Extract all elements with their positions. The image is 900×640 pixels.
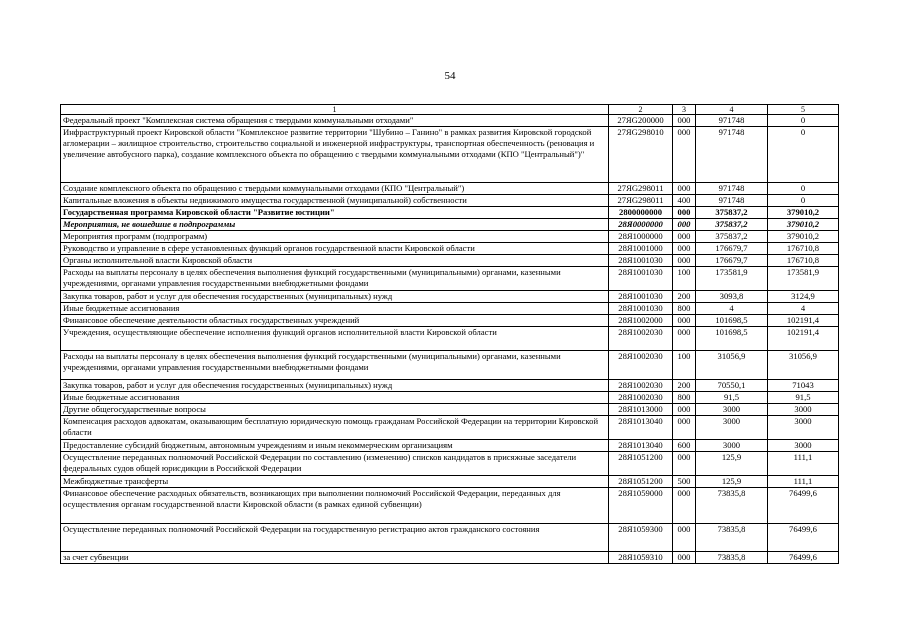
- cell-type: 000: [673, 404, 696, 416]
- cell-value-2: 0: [768, 127, 839, 183]
- cell-value-2: 379010,2: [768, 231, 839, 243]
- cell-code: 28Я1001000: [609, 243, 673, 255]
- cell-type: 000: [673, 127, 696, 183]
- cell-value-2: 176710,8: [768, 243, 839, 255]
- table-row: [61, 231, 839, 243]
- cell-name: Федеральный проект "Комплексная система обращения с твердыми коммунальными отходами": [61, 115, 609, 127]
- cell-code: 28Я1002030: [609, 327, 673, 351]
- cell-code: 28Я1051200: [609, 452, 673, 476]
- cell-name: Инфраструктурный проект Кировской области "Комплексное развитие территории "Шубино – Ганино" в рамках развития Кировской городской агломерации – жилищное строительство, строительство социальной и инженерной инфраструктуры, транспортная обеспеченность (реновация и увеличение автобусного парка), создание комплексного объекта по обращению с твердыми коммунальными отходами (КПО "Центральный")": [61, 127, 609, 183]
- cell-value-1: 173581,9: [696, 267, 768, 291]
- cell-type: 000: [673, 255, 696, 267]
- cell-type: 000: [673, 115, 696, 127]
- cell-name: Капитальные вложения в объекты недвижимого имущества государственной (муниципальной) собственности: [61, 195, 609, 207]
- cell-code: 28Я1001030: [609, 255, 673, 267]
- table-row: [61, 315, 839, 327]
- cell-type: 100: [673, 267, 696, 291]
- cell-value-2: 3000: [768, 416, 839, 440]
- table-row: [61, 476, 839, 488]
- cell-name: Осуществление переданных полномочий Российской Федерации по составлению (изменению) списков кандидатов в присяжные заседатели федеральных судов общей юрисдикции в Российской Федерации: [61, 452, 609, 476]
- cell-name: за счет субвенции: [61, 552, 609, 564]
- column-header-value-2: 5: [768, 105, 839, 115]
- cell-name: Компенсация расходов адвокатам, оказывающим бесплатную юридическую помощь гражданам Российской Федерации на территории Кировской области: [61, 416, 609, 440]
- cell-type: 000: [673, 231, 696, 243]
- cell-type: 000: [673, 243, 696, 255]
- cell-type: 000: [673, 207, 696, 219]
- cell-name: Мероприятия, не вошедшие в подпрограммы: [61, 219, 609, 231]
- cell-value-1: 971748: [696, 127, 768, 183]
- cell-value-2: 102191,4: [768, 327, 839, 351]
- cell-code: 28Я1001030: [609, 291, 673, 303]
- cell-value-1: 3000: [696, 404, 768, 416]
- cell-value-2: 0: [768, 183, 839, 195]
- cell-value-1: 31056,9: [696, 351, 768, 380]
- table-row: [61, 524, 839, 552]
- cell-value-2: 3000: [768, 404, 839, 416]
- cell-value-2: 0: [768, 195, 839, 207]
- cell-name: Межбюджетные трансферты: [61, 476, 609, 488]
- table-row: [61, 127, 839, 183]
- cell-value-2: 111,1: [768, 452, 839, 476]
- cell-value-2: 71043: [768, 380, 839, 392]
- cell-value-1: 375837,2: [696, 207, 768, 219]
- table-row: [61, 488, 839, 524]
- cell-name: Мероприятия программ (подпрограмм): [61, 231, 609, 243]
- table-row: [61, 416, 839, 440]
- cell-value-1: 3000: [696, 416, 768, 440]
- cell-code: 28Я1002000: [609, 315, 673, 327]
- cell-code: 28Я1002030: [609, 392, 673, 404]
- cell-name: Иные бюджетные ассигнования: [61, 303, 609, 315]
- cell-value-2: 102191,4: [768, 315, 839, 327]
- cell-code: 28Я1051200: [609, 476, 673, 488]
- table-row: [61, 267, 839, 291]
- cell-type: 200: [673, 291, 696, 303]
- cell-type: 000: [673, 183, 696, 195]
- cell-name: Иные бюджетные ассигнования: [61, 392, 609, 404]
- cell-value-1: 971748: [696, 183, 768, 195]
- table-row: [61, 207, 839, 219]
- cell-value-1: 101698,5: [696, 327, 768, 351]
- cell-value-1: 101698,5: [696, 315, 768, 327]
- cell-name: Расходы на выплаты персоналу в целях обеспечения выполнения функций государственными (муниципальными) органами, казенными учреждениями, органами управления государственными внебюджетными фондами: [61, 267, 609, 291]
- cell-name: Органы исполнительной власти Кировской области: [61, 255, 609, 267]
- table-row: [61, 255, 839, 267]
- table-row: [61, 380, 839, 392]
- cell-value-1: 375837,2: [696, 231, 768, 243]
- table-row: [61, 404, 839, 416]
- cell-value-2: 31056,9: [768, 351, 839, 380]
- cell-name: Закупка товаров, работ и услуг для обеспечения государственных (муниципальных) нужд: [61, 380, 609, 392]
- cell-name: Другие общегосударственные вопросы: [61, 404, 609, 416]
- cell-value-1: 971748: [696, 115, 768, 127]
- cell-value-1: 91,5: [696, 392, 768, 404]
- column-header-code: 2: [609, 105, 673, 115]
- table-row: [61, 392, 839, 404]
- cell-value-2: 379010,2: [768, 207, 839, 219]
- cell-code: 28Я1013040: [609, 416, 673, 440]
- cell-value-1: 3000: [696, 440, 768, 452]
- cell-value-1: 125,9: [696, 476, 768, 488]
- cell-value-2: 76499,6: [768, 552, 839, 564]
- cell-value-1: 70550,1: [696, 380, 768, 392]
- cell-type: 000: [673, 524, 696, 552]
- budget-table: [60, 104, 839, 564]
- cell-name: Расходы на выплаты персоналу в целях обеспечения выполнения функций государственными (муниципальными) органами, казенными учреждениями, органами управления государственными внебюджетными фондами: [61, 351, 609, 380]
- cell-code: 27ЯG298011: [609, 195, 673, 207]
- cell-code: 28Я1059300: [609, 524, 673, 552]
- cell-code: 28Я1001030: [609, 303, 673, 315]
- table-row: [61, 351, 839, 380]
- cell-value-1: 971748: [696, 195, 768, 207]
- cell-code: 27ЯG298011: [609, 183, 673, 195]
- cell-type: 000: [673, 416, 696, 440]
- column-header-value-1: 4: [696, 105, 768, 115]
- cell-value-1: 73835,8: [696, 488, 768, 524]
- cell-name: Финансовое обеспечение расходных обязательств, возникающих при выполнении полномочий Российской Федерации, переданных для осуществления органам государственной власти Кировской области (в рамках единой субвенции): [61, 488, 609, 524]
- cell-name: Осуществление переданных полномочий Российской Федерации на государственную регистрацию актов гражданского состояния: [61, 524, 609, 552]
- cell-code: 28Я0000000: [609, 219, 673, 231]
- table-header-row: [61, 105, 839, 115]
- cell-code: 2800000000: [609, 207, 673, 219]
- table-row: [61, 327, 839, 351]
- cell-value-1: 176679,7: [696, 243, 768, 255]
- cell-code: 28Я1059000: [609, 488, 673, 524]
- cell-code: 28Я1002030: [609, 380, 673, 392]
- cell-value-2: 76499,6: [768, 488, 839, 524]
- cell-type: 000: [673, 452, 696, 476]
- cell-name: Финансовое обеспечение деятельности областных государственных учреждений: [61, 315, 609, 327]
- cell-value-2: 76499,6: [768, 524, 839, 552]
- table-row: [61, 183, 839, 195]
- cell-value-1: 375837,2: [696, 219, 768, 231]
- table-row: [61, 219, 839, 231]
- cell-name: Создание комплексного объекта по обращению с твердыми коммунальными отходами (КПО "Центральный"): [61, 183, 609, 195]
- cell-type: 000: [673, 488, 696, 524]
- table-row: [61, 303, 839, 315]
- cell-value-2: 3124,9: [768, 291, 839, 303]
- cell-value-2: 91,5: [768, 392, 839, 404]
- cell-name: Руководство и управление в сфере установленных функций органов государственной власти Кировской области: [61, 243, 609, 255]
- cell-name: Учреждения, осуществляющие обеспечение исполнения функций органов исполнительной власти Кировской области: [61, 327, 609, 351]
- cell-value-1: 73835,8: [696, 524, 768, 552]
- cell-value-1: 4: [696, 303, 768, 315]
- cell-type: 500: [673, 476, 696, 488]
- cell-type: 400: [673, 195, 696, 207]
- cell-code: 28Я1001030: [609, 267, 673, 291]
- table-row: [61, 195, 839, 207]
- cell-value-2: 173581,9: [768, 267, 839, 291]
- cell-type: 100: [673, 351, 696, 380]
- table-row: [61, 291, 839, 303]
- cell-code: 28Я1013000: [609, 404, 673, 416]
- table-row: [61, 552, 839, 564]
- table-body: [61, 115, 839, 564]
- cell-value-2: 3000: [768, 440, 839, 452]
- cell-value-2: 176710,8: [768, 255, 839, 267]
- table-row: [61, 452, 839, 476]
- cell-name: Закупка товаров, работ и услуг для обеспечения государственных (муниципальных) нужд: [61, 291, 609, 303]
- cell-value-1: 125,9: [696, 452, 768, 476]
- cell-value-1: 3093,8: [696, 291, 768, 303]
- cell-type: 800: [673, 392, 696, 404]
- cell-value-2: 0: [768, 115, 839, 127]
- column-header-name: 1: [61, 105, 609, 115]
- cell-name: Государственная программа Кировской области "Развитие юстиции": [61, 207, 609, 219]
- column-header-type: 3: [673, 105, 696, 115]
- table-row: [61, 440, 839, 452]
- cell-value-1: 176679,7: [696, 255, 768, 267]
- cell-code: 27ЯG200000: [609, 115, 673, 127]
- cell-type: 000: [673, 552, 696, 564]
- cell-code: 28Я1059310: [609, 552, 673, 564]
- cell-value-2: 111,1: [768, 476, 839, 488]
- cell-code: 28Я1000000: [609, 231, 673, 243]
- cell-type: 200: [673, 380, 696, 392]
- cell-value-2: 379010,2: [768, 219, 839, 231]
- table-row: [61, 115, 839, 127]
- cell-code: 28Я1013040: [609, 440, 673, 452]
- table-row: [61, 243, 839, 255]
- page-number: 54: [444, 70, 456, 82]
- cell-value-2: 4: [768, 303, 839, 315]
- cell-code: 27ЯG298010: [609, 127, 673, 183]
- cell-type: 800: [673, 303, 696, 315]
- cell-code: 28Я1002030: [609, 351, 673, 380]
- cell-type: 000: [673, 219, 696, 231]
- cell-value-1: 73835,8: [696, 552, 768, 564]
- cell-type: 000: [673, 327, 696, 351]
- cell-type: 600: [673, 440, 696, 452]
- cell-name: Предоставление субсидий бюджетным, автономным учреждениям и иным некоммерческим организациям: [61, 440, 609, 452]
- cell-type: 000: [673, 315, 696, 327]
